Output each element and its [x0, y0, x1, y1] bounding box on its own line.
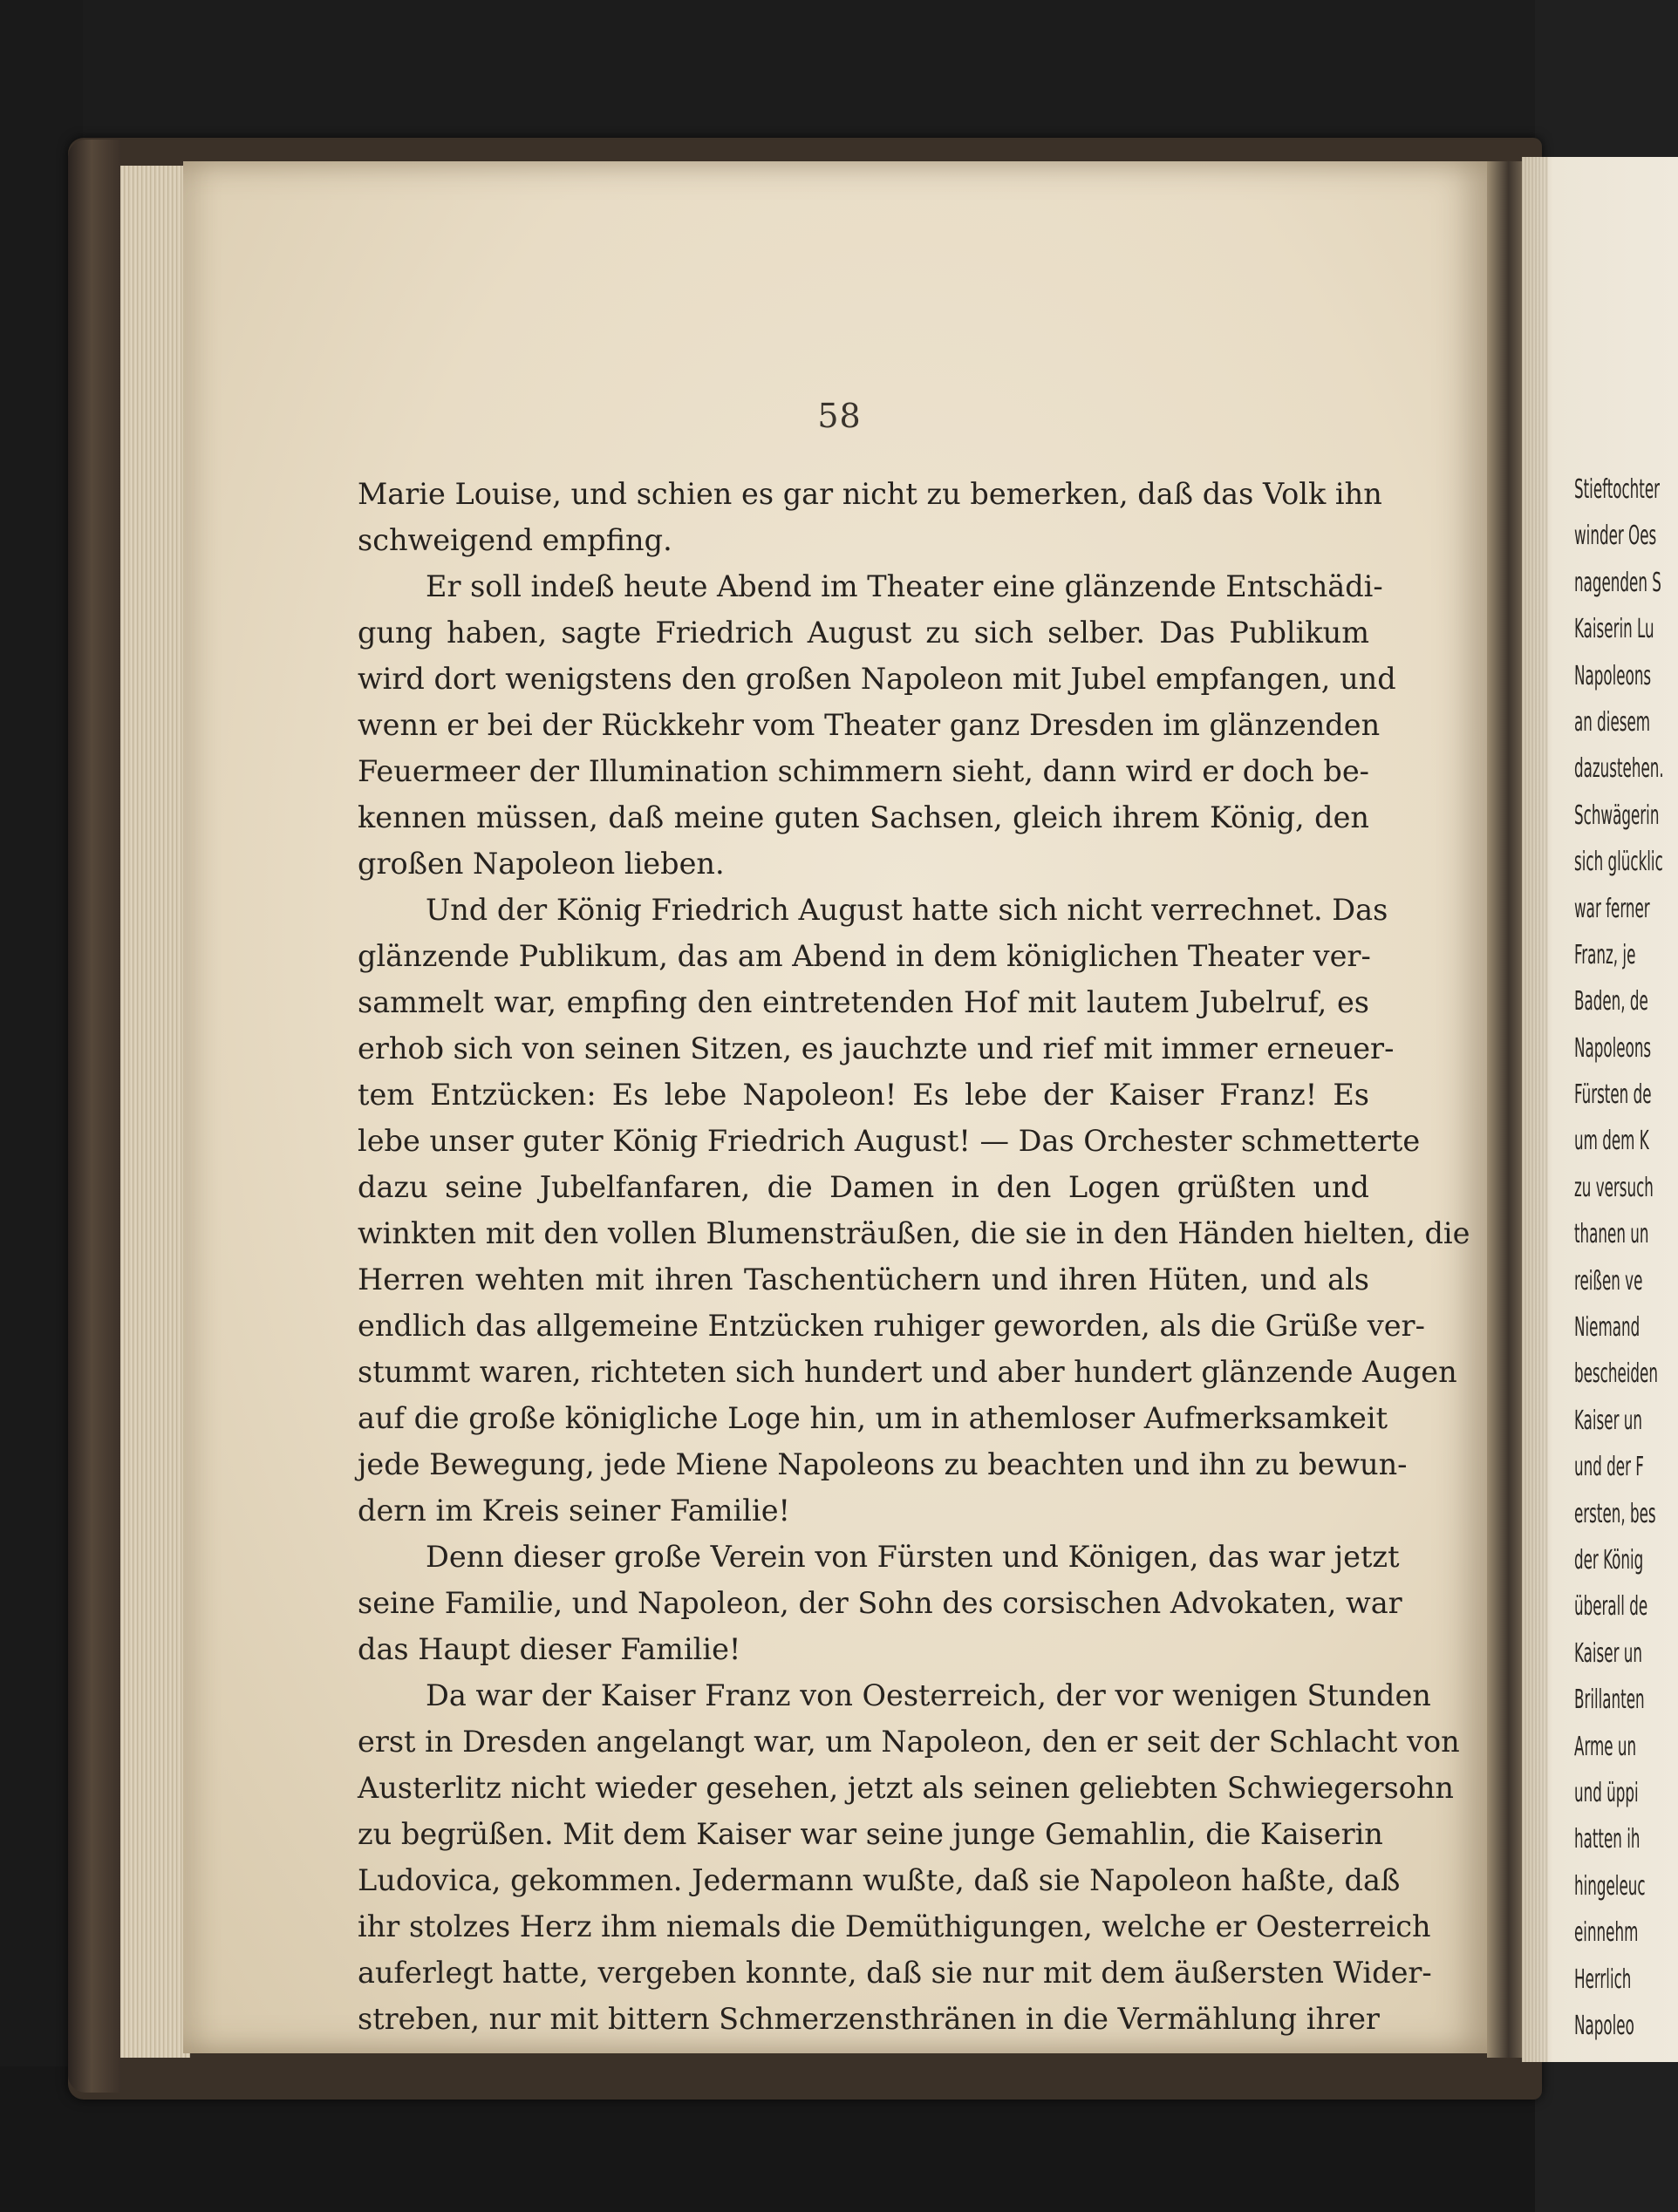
text-line: streben, nur mit bittern Schmerzensthränen in die Vermählung ihrer: [358, 2002, 1380, 2036]
facing-text-line: Kaiser un: [1574, 1637, 1642, 1669]
facing-text-line: Napoleons: [1574, 1032, 1652, 1064]
facing-text-line: an diesem: [1574, 706, 1651, 738]
text-line: Er soll indeß heute Abend im Theater eine glänzende Entschädi-: [426, 569, 1383, 603]
facing-text-line: Brillanten: [1574, 1685, 1645, 1716]
facing-text-line: Napoleons: [1574, 660, 1652, 691]
facing-text-line: winder Oes: [1574, 521, 1657, 552]
text-line: stummt waren, richteten sich hundert und aber hundert glänzende Augen: [358, 1355, 1457, 1389]
facing-text-line: ersten, bes: [1574, 1498, 1656, 1529]
facing-text-line: Baden, de: [1574, 986, 1648, 1018]
facing-text-line: und der F: [1574, 1452, 1644, 1483]
book-spine-edge: [68, 140, 120, 2093]
facing-text-line: einnehm: [1574, 1917, 1639, 1949]
facing-text-line: Fürsten de: [1574, 1079, 1652, 1111]
text-line: dern im Kreis seiner Familie!: [358, 1494, 790, 1528]
facing-text-line: Arme un: [1574, 1731, 1637, 1762]
text-line: wird dort wenigstens den großen Napoleon mit Jubel empfangen, und: [358, 662, 1396, 696]
text-line: schweigend empfing.: [358, 523, 672, 557]
backdrop-top: [0, 0, 1678, 144]
text-line: ihr stolzes Herz ihm niemals die Demüthigungen, welche er Oesterreich: [358, 1909, 1431, 1943]
text-line: Da war der Kaiser Franz von Oesterreich, der vor wenigen Stunden: [426, 1678, 1431, 1712]
facing-page-edge: [1522, 157, 1548, 2062]
facing-text-line: Niemand: [1574, 1312, 1640, 1344]
facing-text-line: war ferner: [1574, 893, 1650, 924]
facing-text-line: reißen ve: [1574, 1265, 1643, 1297]
text-line: Und der König Friedrich August hatte sich nicht verrechnet. Das: [426, 893, 1388, 927]
text-line: auf die große königliche Loge hin, um in athemloser Aufmerksamkeit: [358, 1401, 1388, 1435]
facing-text-line: Kaiserin Lu: [1574, 614, 1654, 645]
text-line: großen Napoleon lieben.: [358, 847, 725, 881]
facing-text-line: Napoleo: [1574, 2010, 1634, 2041]
text-line: Austerlitz nicht wieder gesehen, jetzt als seinen geliebten Schwiegersohn: [358, 1771, 1454, 1805]
text-line: zu begrüßen. Mit dem Kaiser war seine junge Gemahlin, die Kaiserin: [358, 1817, 1383, 1851]
text-line: winkten mit den vollen Blumensträußen, die sie in den Händen hielten, die: [358, 1216, 1470, 1250]
text-line: sammelt war, empfing den eintretenden Hof mit lautem Jubelruf, es: [358, 985, 1369, 1019]
facing-text-line: dazustehen.: [1574, 753, 1664, 785]
text-line: Feuermeer der Illumination schimmern sieht, dann wird er doch be-: [358, 754, 1369, 788]
facing-text-line: Stieftochter: [1574, 474, 1661, 505]
text-line: das Haupt dieser Familie!: [358, 1632, 741, 1666]
text-line: kennen müssen, daß meine guten Sachsen, gleich ihrem König, den: [358, 800, 1369, 834]
facing-text-line: um dem K: [1574, 1126, 1649, 1157]
text-line: Denn dieser große Verein von Fürsten und Königen, das war jetzt: [426, 1540, 1400, 1574]
facing-text-line: zu versuch: [1574, 1172, 1654, 1203]
facing-text-line: überall de: [1574, 1591, 1648, 1623]
text-line: lebe unser guter König Friedrich August! — Das Orchester schmetterte: [358, 1124, 1421, 1158]
text-line: seine Familie, und Napoleon, der Sohn des corsischen Advokaten, war: [358, 1586, 1402, 1620]
facing-text-line: der König: [1574, 1544, 1644, 1576]
text-line: Herren wehten mit ihren Taschentüchern und ihren Hüten, und als: [358, 1263, 1369, 1297]
text-line: erhob sich von seinen Sitzen, es jauchzte und rief mit immer erneuer-: [358, 1031, 1395, 1065]
page-stack: [120, 166, 190, 2058]
text-line: Ludovica, gekommen. Jedermann wußte, daß sie Napoleon haßte, daß: [358, 1863, 1401, 1897]
facing-text-line: Schwägerin: [1574, 800, 1660, 831]
text-line: wenn er bei der Rückkehr vom Theater ganz Dresden im glänzenden: [358, 708, 1381, 742]
facing-text-line: Kaiser un: [1574, 1405, 1642, 1436]
facing-text-line: bescheiden: [1574, 1358, 1658, 1390]
text-line: erst in Dresden angelangt war, um Napoleon, den er seit der Schlacht von: [358, 1725, 1460, 1759]
text-line: gung haben, sagte Friedrich August zu sich selber. Das Publikum: [358, 616, 1369, 650]
facing-text-line: Herrlich: [1574, 1964, 1632, 1995]
facing-text-line: sich glücklic: [1574, 847, 1663, 878]
facing-text-line: hingeleuc: [1574, 1870, 1646, 1902]
text-line: endlich das allgemeine Entzücken ruhiger geworden, als die Grüße ver-: [358, 1309, 1425, 1343]
text-line: auferlegt hatte, vergeben konnte, daß sie nur mit dem äußersten Wider-: [358, 1956, 1432, 1990]
left-page: [183, 161, 1496, 2053]
body-text: [358, 471, 1470, 2042]
facing-text-line: Franz, je: [1574, 939, 1636, 970]
text-line: glänzende Publikum, das am Abend in dem königlichen Theater ver-: [358, 939, 1371, 973]
facing-text-line: hatten ih: [1574, 1824, 1640, 1855]
text-line: dazu seine Jubelfanfaren, die Damen in den Logen grüßten und: [358, 1170, 1369, 1204]
facing-text-line: thanen un: [1574, 1219, 1649, 1250]
text-line: tem Entzücken: Es lebe Napoleon! Es lebe der Kaiser Franz! Es: [358, 1078, 1369, 1112]
text-line: jede Bewegung, jede Miene Napoleons zu beachten und ihn zu bewun-: [358, 1447, 1408, 1481]
book-gutter: [1487, 161, 1526, 2058]
page-number: 58: [817, 397, 862, 435]
text-line: Marie Louise, und schien es gar nicht zu bemerken, daß das Volk ihn: [358, 477, 1382, 511]
facing-text-line: nagenden S: [1574, 567, 1661, 598]
facing-text-line: und üppi: [1574, 1777, 1639, 1808]
facing-page-text: [1574, 466, 1678, 2049]
